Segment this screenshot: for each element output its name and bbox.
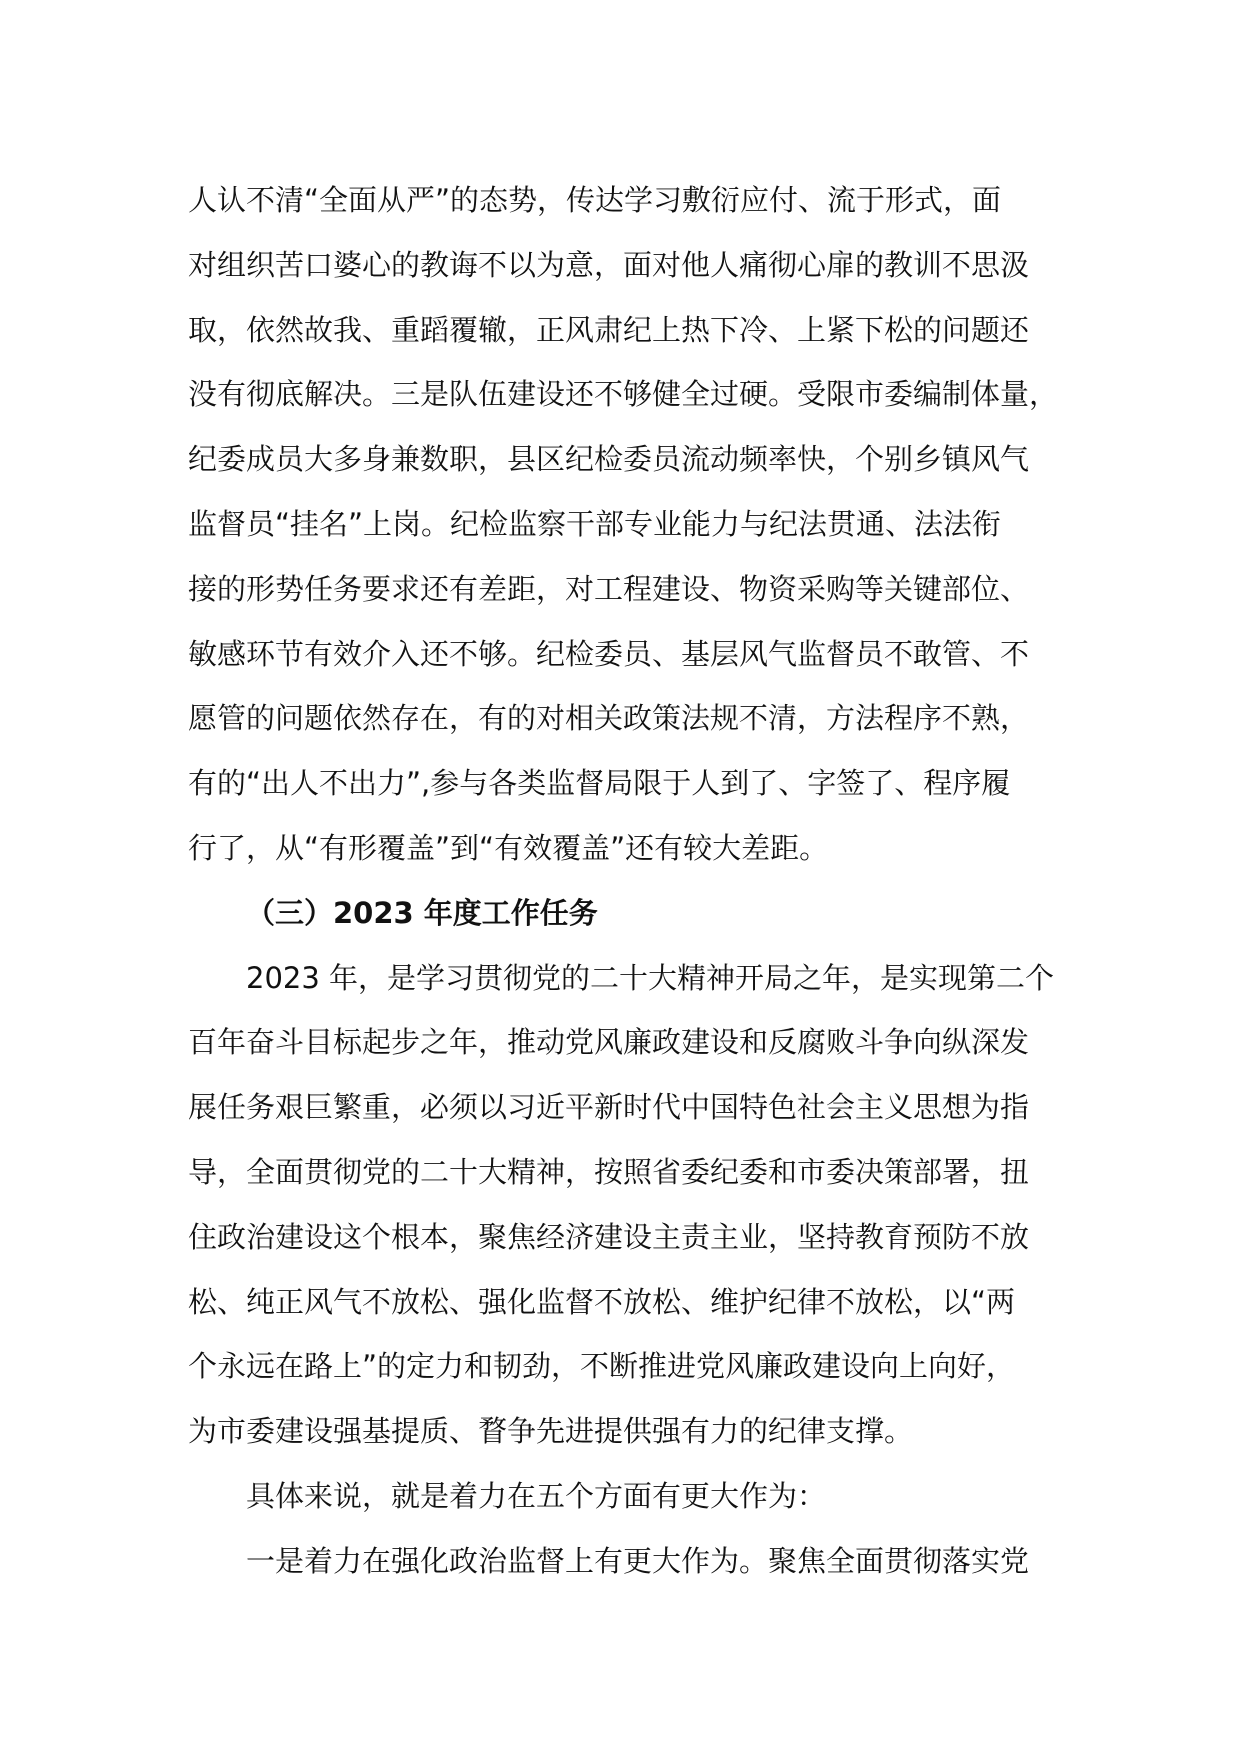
text-line: 行了，从“有形覆盖”到“有效覆盖”还有较大差距。: [188, 830, 829, 865]
text-line: 住政治建设这个根本，聚焦经济建设主责主业，坚持教育预防不放: [188, 1219, 1030, 1254]
text-line: 导，全面贯彻党的二十大精神，按照省委纪委和市委决策部署，扭: [188, 1154, 1030, 1189]
text-line: 百年奋斗目标起步之年，推动党风廉政建设和反腐败斗争向纵深发: [188, 1025, 1030, 1060]
paragraph-tasks-2023: [188, 946, 1068, 1464]
text-line: 没有彻底解决。三是队伍建设还不够健全过硬。受限市委编制体量，: [188, 377, 1059, 412]
text-line: 为市委建设强基提质、瞀争先进提供强有力的纪律支撑。: [188, 1414, 914, 1449]
text-line: 对组织苦口婆心的教诲不以为意，面对他人痛彻心扉的教训不思汲: [188, 247, 1030, 282]
text-line: 人认不清“全面从严”的态势，传达学习敷衍应付、流于形式，面: [188, 183, 1002, 217]
text-line: 松、纯正风气不放松、强化监督不放松、维护纪律不放松，以“两: [188, 1284, 1016, 1319]
text-line: 敏感环节有效介入还不够。纪检委员、基层风气监督员不敢管、不: [188, 636, 1030, 671]
text-line: 有的“出人不出力”,参与各类监督局限于人到了、字签了、程序履: [188, 766, 1011, 801]
text-line: 接的形势任务要求还有差距，对工程建设、物资采购等关键部位、: [188, 571, 1030, 606]
text-line: 监督员“挂名”上岗。纪检监察干部专业能力与纪法贯通、法法衔: [188, 506, 1002, 541]
text-line: 取，依然故我、重蹈覆辙，正风肃纪上热下冷、上紧下松的问题还: [188, 312, 1030, 347]
paragraph-summary: 具体来说，就是着力在五个方面有更大作为：: [246, 1478, 827, 1513]
paragraph-first-point: 一是着力在强化政治监督上有更大作为。聚焦全面贯彻落实党: [246, 1543, 1030, 1578]
section-heading: （三）2023 年度工作任务: [246, 895, 598, 930]
text-line: 纪委成员大多身兼数职，县区纪检委员流动频率快，个别乡镇风气: [188, 442, 1030, 477]
text-line: 展任务艰巨繁重，必须以习近平新时代中国特色社会主义思想为指: [188, 1090, 1030, 1125]
text-line: 个永远在路上”的定力和韧劲，不断推进党风廉政建设向上向好，: [188, 1349, 1016, 1384]
text-line: 愿管的问题依然存在，有的对相关政策法规不清，方法程序不熟，: [188, 701, 1030, 736]
paragraph-continued: [188, 168, 1068, 881]
document-body: [188, 168, 1068, 1594]
text-line: 2023 年，是学习贯彻党的二十大精神开局之年，是实现第二个: [246, 960, 1055, 995]
